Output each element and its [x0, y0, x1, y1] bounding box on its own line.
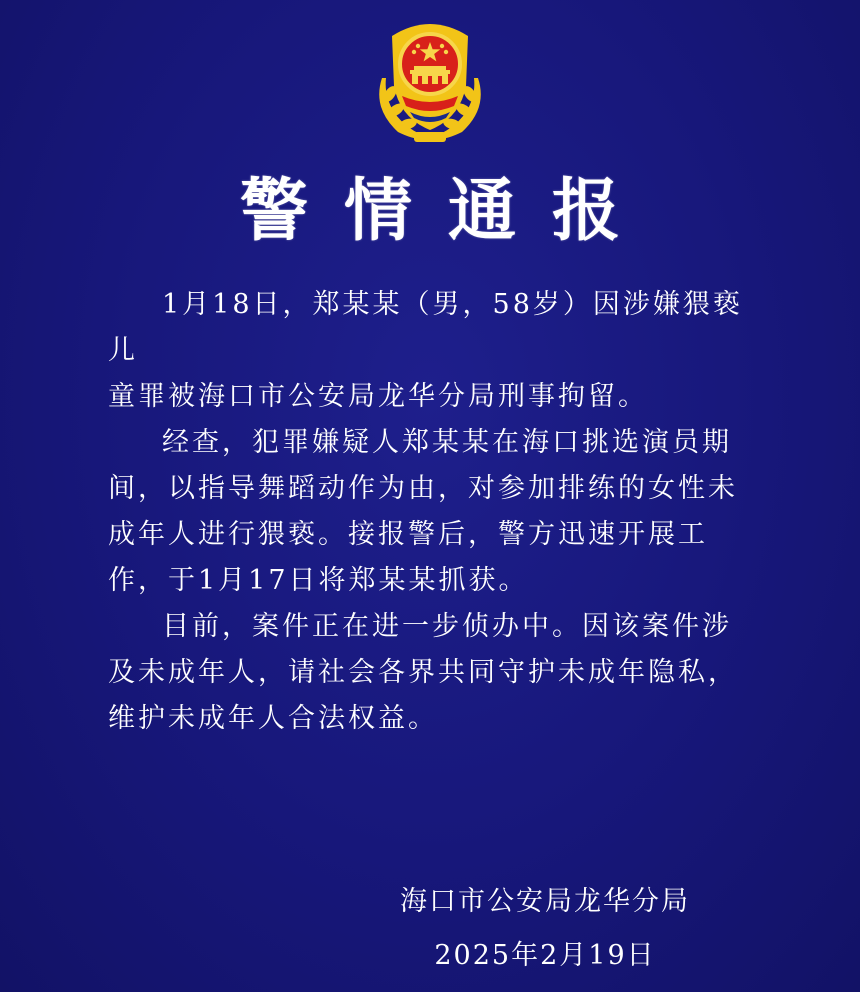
issuer-name: 海口市公安局龙华分局: [400, 886, 690, 917]
notice-paragraph: 1月18日，郑某某（男，58岁）因涉嫌猥亵儿 童罪被海口市公安局龙华分局刑事拘留。: [108, 289, 743, 412]
notice-paragraph: 目前，案件正在进一步侦办中。因该案件涉 及未成年人，请社会各界共同守护未成年隐私， 维护未成年人合法权益。: [108, 611, 738, 734]
notice-paragraph: 经查，犯罪嫌疑人郑某某在海口挑选演员期 间，以指导舞蹈动作为由，对参加排练的女性未 成年人进行猥亵。接报警后，警方迅速开展工 作，于1月17日将郑某某抓获。: [108, 427, 738, 596]
notice-title: 警情通报: [239, 172, 656, 251]
issue-date: 2025年2月19日: [434, 940, 656, 971]
notice-body: [108, 282, 768, 742]
police-emblem-icon: [362, 8, 498, 148]
